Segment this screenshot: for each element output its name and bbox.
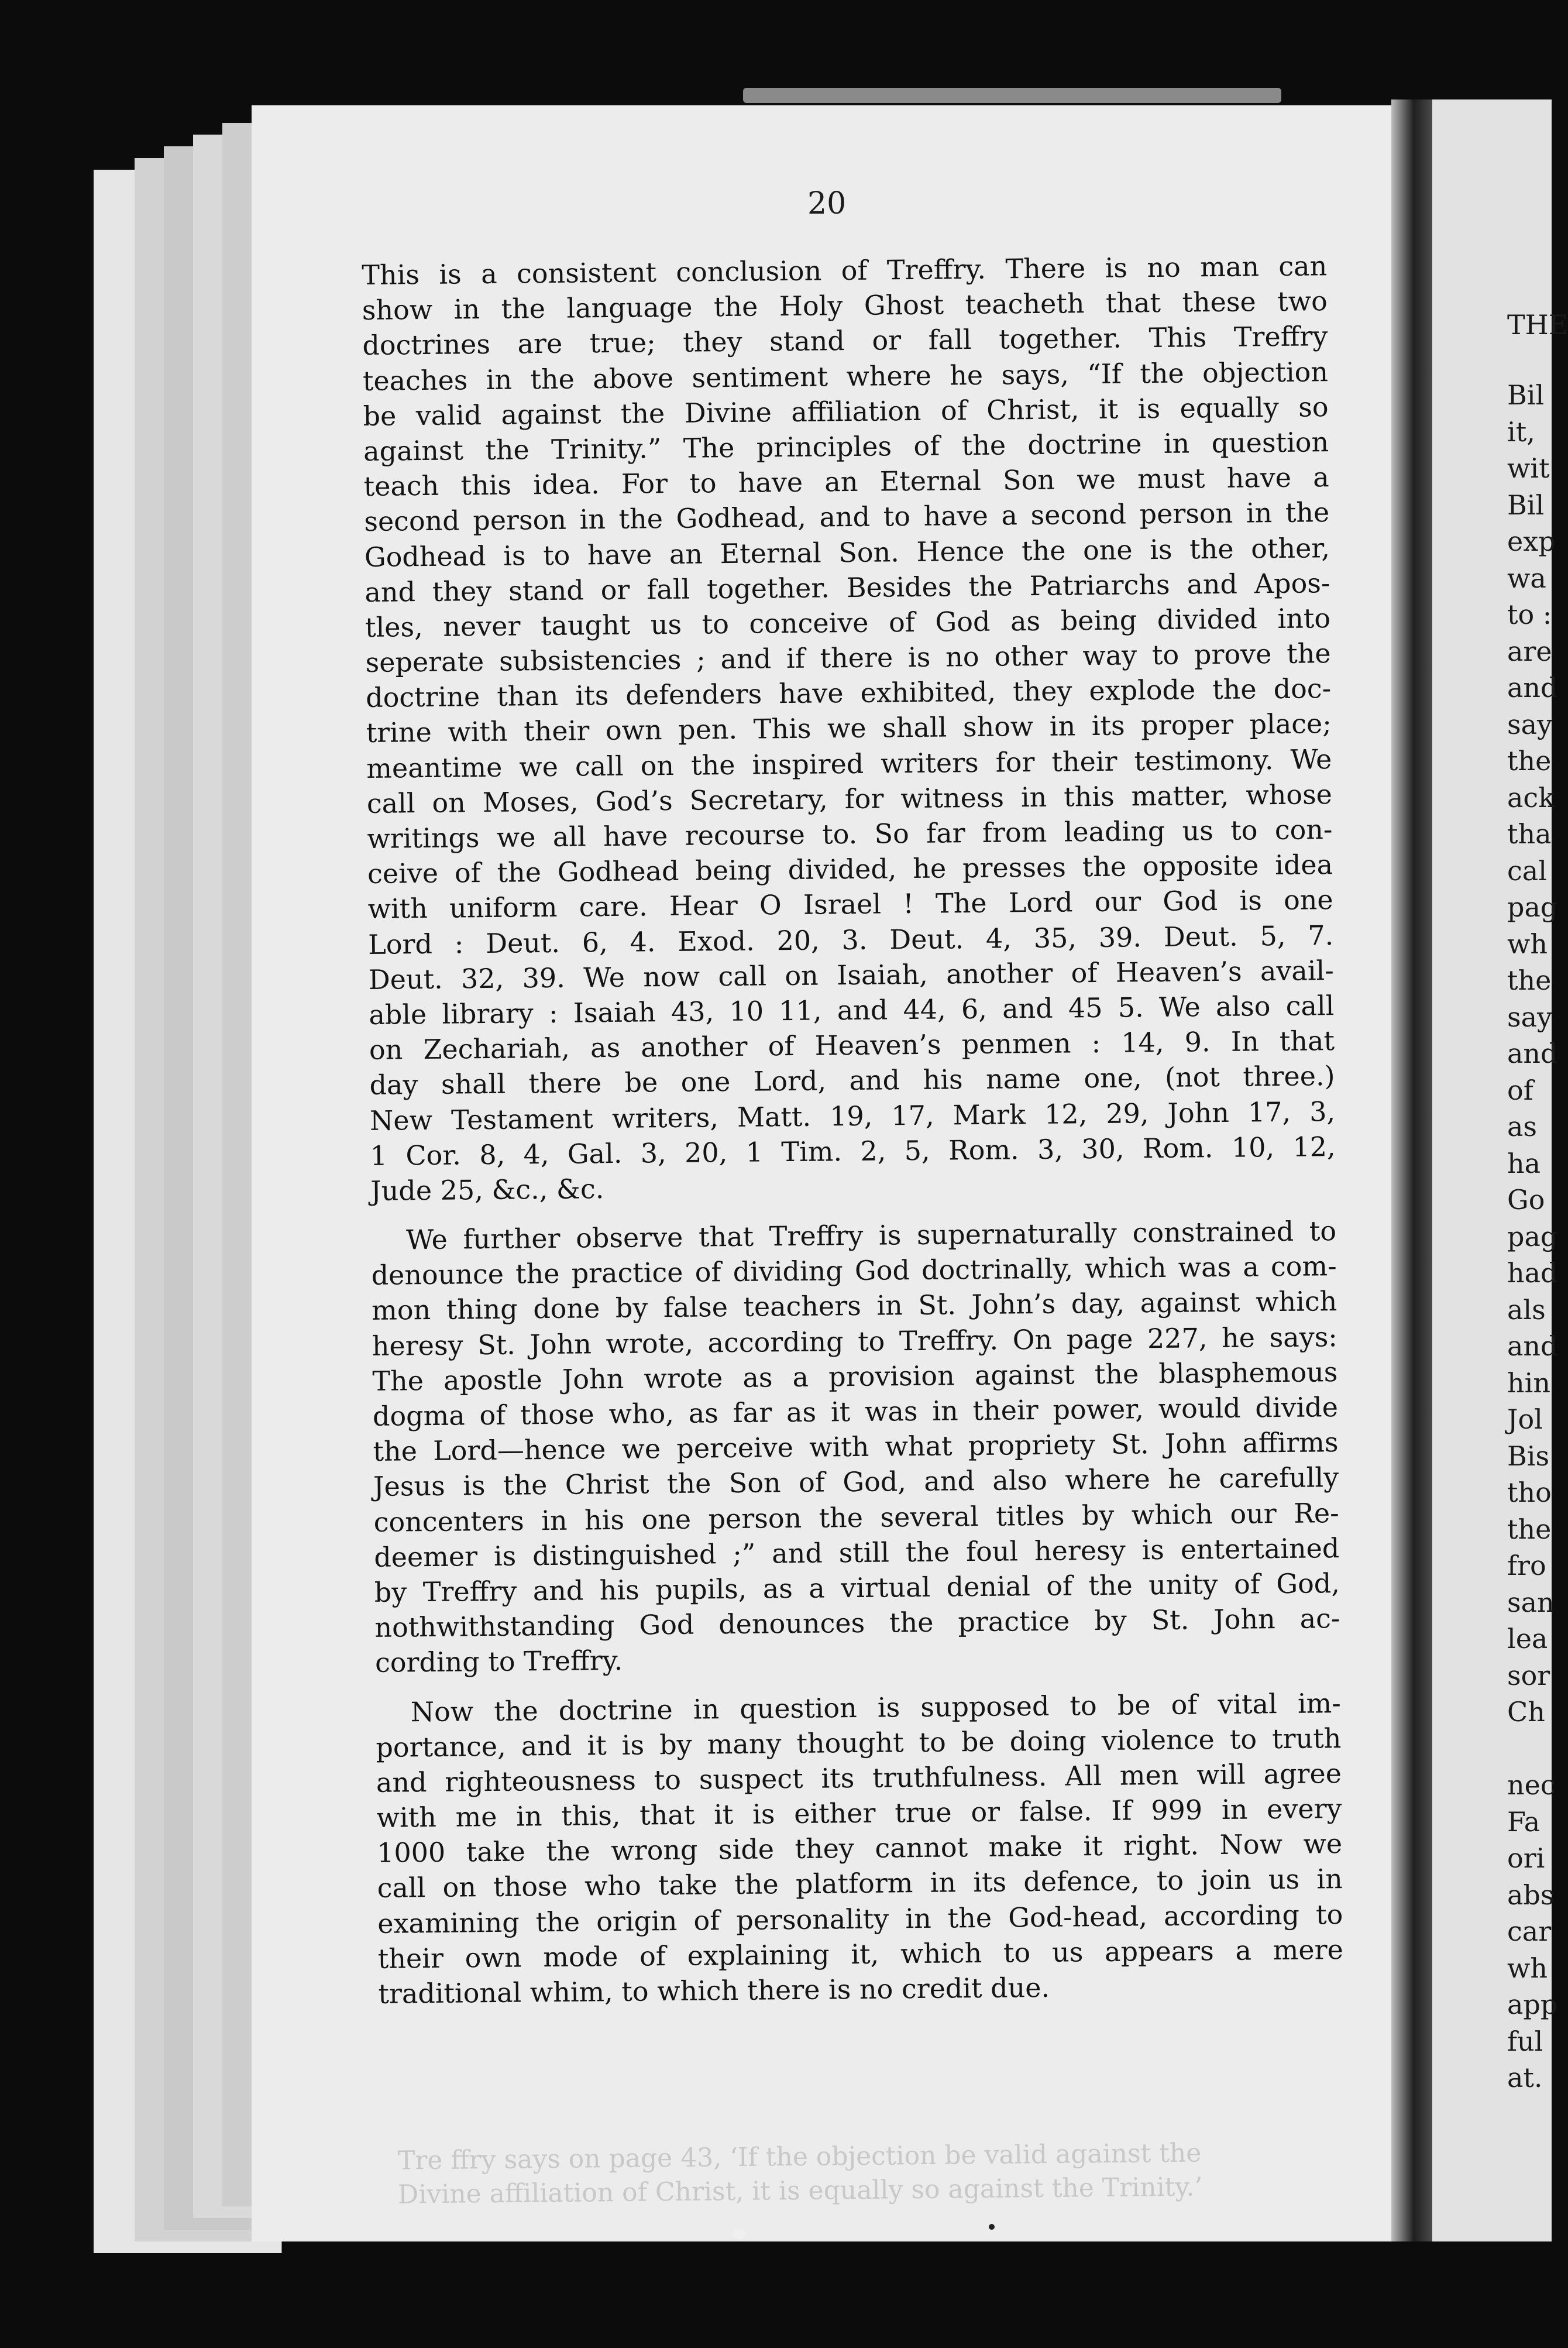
- facing-page-fragment: Jol: [1507, 1403, 1543, 1435]
- facing-page-fragment: are: [1507, 635, 1552, 667]
- text-line: cording to Treffry.: [374, 1645, 623, 1679]
- text-line: examining the origin of personality in the God-head, according to: [377, 1898, 1343, 1939]
- facing-page-fragment: at.: [1507, 2062, 1543, 2093]
- facing-page-fragment: nec: [1507, 1769, 1556, 1801]
- facing-page-fragment: cal: [1507, 854, 1547, 887]
- facing-page-fragment: Bis: [1507, 1440, 1550, 1472]
- text-line: New Testament writers, Matt. 19, 17, Mark 12, 29, John 17, 3,: [369, 1095, 1336, 1137]
- text-line: by Treffry and his pupils, as a virtual denial of the unity of God,: [374, 1567, 1340, 1608]
- text-line: concenters in his one person the several titles by which our Re-: [373, 1496, 1339, 1538]
- text-line: We further observe that Treffry is supernaturally constrained to: [405, 1215, 1337, 1256]
- facing-page-fragment: the: [1507, 745, 1552, 777]
- facing-page-fragment: pag: [1507, 891, 1558, 923]
- facing-page-fragment: Ch: [1507, 1696, 1545, 1728]
- text-line: writings we all have recourse to. So far from leading us to con-: [367, 813, 1333, 854]
- text-line: Jude 25, &c., &c.: [370, 1172, 604, 1207]
- page-body: [362, 248, 1344, 2011]
- facing-page-fragment: ful: [1507, 2025, 1543, 2057]
- facing-page-fragment: san: [1507, 1586, 1555, 1618]
- facing-page-fragment: sor: [1507, 1659, 1550, 1691]
- facing-page-fragment: Bil: [1507, 489, 1545, 521]
- ink-dot: [989, 2224, 995, 2230]
- facing-page-fragment: tho: [1507, 1477, 1552, 1508]
- facing-page-fragment: als: [1507, 1293, 1546, 1326]
- facing-page-fragment: Go: [1507, 1184, 1545, 1216]
- facing-page-fragment: app: [1507, 1989, 1558, 2020]
- facing-page-fragment: ha: [1507, 1147, 1541, 1179]
- text-line: with uniform care. Hear O Israel ! The Lord our God is one: [367, 884, 1333, 925]
- text-line: doctrines are true; they stand or fall together. This Treffry: [362, 320, 1328, 362]
- text-line: mon thing done by false teachers in St. John’s day, against which: [372, 1285, 1337, 1327]
- text-line: ceive of the Godhead being divided, he presses the opposite idea: [367, 849, 1333, 890]
- text-line: portance, and it is by many thought to be doing violence to truth: [376, 1722, 1342, 1763]
- text-line: day shall there be one Lord, and his name one, (not three.): [369, 1060, 1335, 1101]
- scan-speck: [733, 2229, 745, 2239]
- facing-page-fragment: and: [1507, 1038, 1558, 1069]
- facing-page-fragment: had: [1507, 1257, 1558, 1289]
- text-line: show in the language the Holy Ghost teacheth that these two: [362, 285, 1328, 327]
- facing-page-fragment: the: [1507, 1513, 1552, 1545]
- facing-page-fragment: exp: [1507, 526, 1556, 557]
- text-line: tles, never taught us to conceive of God as being divided into: [365, 602, 1331, 643]
- facing-page-fragment: ori: [1507, 1842, 1545, 1874]
- text-line: This is a consistent conclusion of Treffry. There is no man can: [362, 250, 1328, 291]
- text-line: and righteousness to suspect its truthfulness. All men will agree: [376, 1757, 1342, 1798]
- facing-page-fragment: wit: [1507, 452, 1550, 484]
- text-line: be valid against the Divine affiliation of Christ, it is equally so: [363, 390, 1329, 432]
- text-line: Lord : Deut. 6, 4. Exod. 20, 3. Deut. 4, 35, 39. Deut. 5, 7.: [368, 919, 1334, 960]
- facing-page-fragment: tha: [1507, 818, 1552, 850]
- text-line: teach this idea. For to have an Eternal Son we must have a: [363, 461, 1329, 503]
- text-line: meantime we call on the inspired writers for their testimony. We: [366, 743, 1332, 784]
- facing-page-fragment: to :: [1507, 599, 1552, 630]
- text-line: traditional whim, to which there is no credit due.: [378, 1971, 1050, 2010]
- text-line: seperate subsistencies ; and if there is no other way to prove the: [365, 637, 1331, 679]
- text-line: doctrine than its defenders have exhibited, they explode the doc-: [365, 672, 1332, 714]
- facing-page-fragment: Bil: [1507, 379, 1545, 411]
- text-line: on Zechariah, as another of Heaven’s penmen : 14, 9. In that: [369, 1025, 1335, 1066]
- text-line: dogma of those who, as far as it was in their power, would divide: [372, 1391, 1339, 1432]
- text-line: and they stand or fall together. Besides the Patriarchs and Apos-: [365, 567, 1330, 608]
- text-line: Deut. 32, 39. We now call on Isaiah, another of Heaven’s avail-: [368, 954, 1335, 996]
- facing-page-fragment: it,: [1507, 416, 1535, 448]
- text-line: nothwithstanding God denounces the practice by St. John ac-: [374, 1602, 1340, 1644]
- text-line: with me in this, that it is either true or false. If 999 in every: [376, 1793, 1342, 1834]
- text-line: deemer is distinguished ;” and still the foul heresy is entertained: [374, 1532, 1340, 1573]
- facing-page-fragment: say: [1507, 708, 1553, 740]
- book-top-edge: [743, 88, 1281, 103]
- facing-page-fragment: abs: [1507, 1879, 1555, 1911]
- facing-page-fragment: car: [1507, 1916, 1552, 1947]
- text-line: 1 Cor. 8, 4, Gal. 3, 20, 1 Tim. 2, 5, Rom. 3, 30, Rom. 10, 12,: [370, 1130, 1336, 1172]
- facing-page-fragment: of: [1507, 1074, 1533, 1106]
- facing-page-fragment: the: [1507, 964, 1552, 996]
- facing-page-fragment: ack: [1507, 781, 1555, 813]
- facing-page-heading: THE: [1507, 309, 1568, 341]
- facing-page-fragment: wh: [1507, 928, 1548, 960]
- facing-page-fragment: as: [1507, 1111, 1538, 1142]
- text-line: heresy St. John wrote, according to Treffry. On page 227, he says:: [372, 1320, 1338, 1362]
- text-line: the Lord—hence we perceive with what propriety St. John affirms: [373, 1426, 1339, 1468]
- text-line: call on those who take the platform in its defence, to join us in: [377, 1863, 1343, 1904]
- facing-page-fragment: hin: [1507, 1367, 1550, 1399]
- facing-page-fragment: and: [1507, 672, 1558, 703]
- show-through-line: Divine affiliation of Christ, it is equally so against the Trinity.’: [397, 2172, 1203, 2210]
- text-line: Godhead is to have an Eternal Son. Hence the one is the other,: [364, 531, 1330, 573]
- text-line: denounce the practice of dividing God doctrinally, which was a com-: [371, 1250, 1337, 1292]
- text-line: trine with their own pen. This we shall show in its proper place;: [366, 708, 1332, 749]
- facing-page-fragment: wa: [1507, 562, 1546, 594]
- page-number: 20: [807, 186, 847, 221]
- facing-page-fragment: pag: [1507, 1220, 1558, 1252]
- facing-page-fragment: lea: [1507, 1623, 1548, 1654]
- facing-page-fragment: Fa: [1507, 1805, 1541, 1838]
- text-line: call on Moses, God’s Secretary, for witness in this matter, whose: [366, 778, 1333, 819]
- show-through-line: Tre ffry says on page 43, ‘If the objection be valid against the: [397, 2138, 1202, 2176]
- text-line: teaches in the above sentiment where he says, “If the objection: [362, 355, 1329, 397]
- text-line: able library : Isaiah 43, 10 11, and 44, 6, and 45 5. We also call: [369, 990, 1335, 1031]
- text-line: 1000 take the wrong side they cannot make it right. Now we: [376, 1828, 1343, 1869]
- text-line: Now the doctrine in question is supposed to be of vital im-: [410, 1687, 1342, 1728]
- facing-page-fragment: and: [1507, 1330, 1558, 1362]
- text-line: second person in the Godhead, and to have a second person in the: [364, 496, 1330, 538]
- text-line: The apostle John wrote as a provision against the blasphemous: [372, 1355, 1338, 1397]
- text-line: their own mode of explaining it, which to us appears a mere: [377, 1933, 1344, 1975]
- text-line: against the Trinity.” The principles of the doctrine in question: [363, 426, 1329, 467]
- facing-page-fragment: wh: [1507, 1952, 1548, 1984]
- facing-page-fragment: fro: [1507, 1550, 1546, 1581]
- book-gutter: [1391, 99, 1432, 2241]
- facing-page: [1432, 99, 1568, 2241]
- text-line: Jesus is the Christ the Son of God, and also where he carefully: [373, 1461, 1339, 1503]
- facing-page-fragment: say: [1507, 1001, 1553, 1033]
